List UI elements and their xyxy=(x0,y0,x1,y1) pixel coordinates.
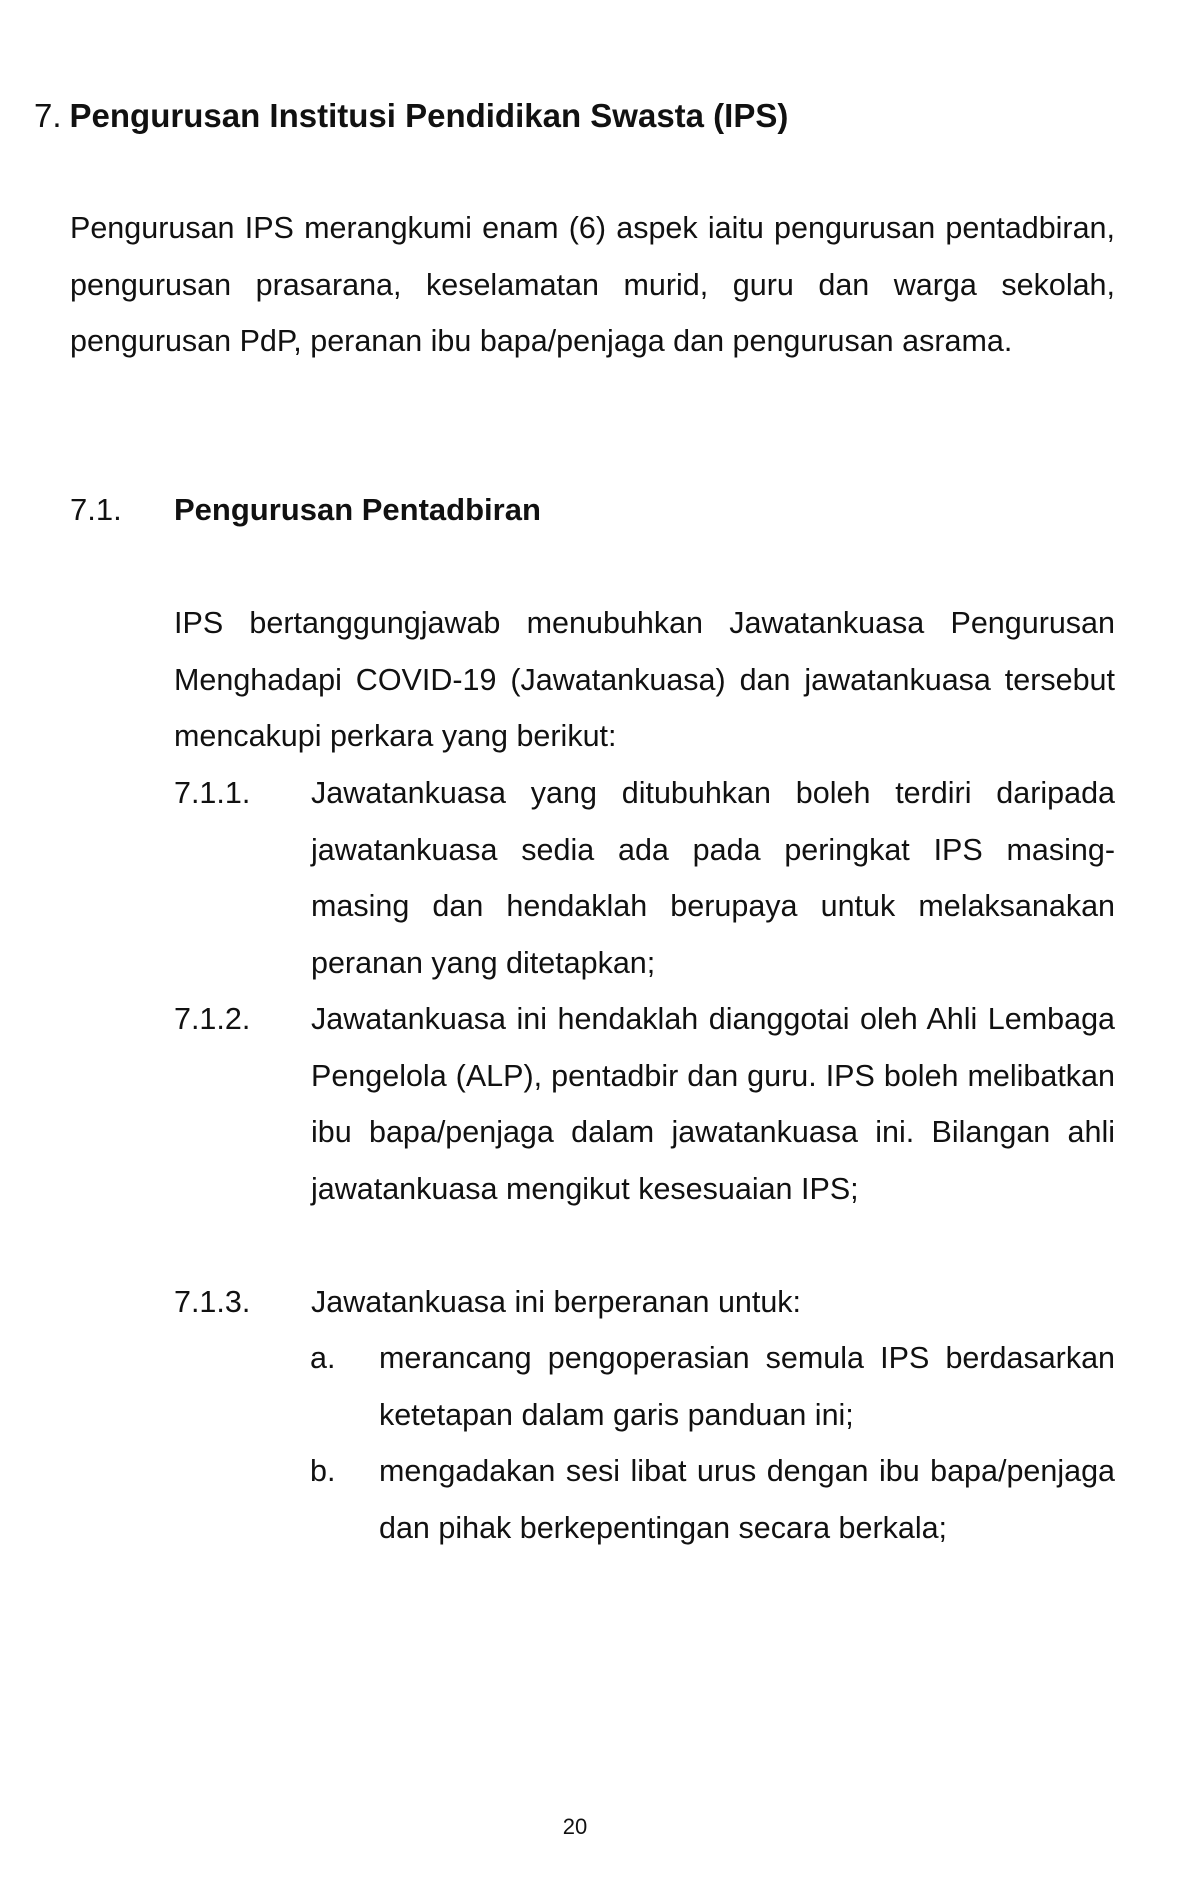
subsection-heading xyxy=(70,490,541,530)
list-item-number: 7.1.1. xyxy=(174,776,251,810)
sub-list-item-text: merancang pengoperasian semula IPS berdasarkan ketetapan dalam garis panduan ini; xyxy=(379,1341,1115,1432)
list-item-number: 7.1.2. xyxy=(174,1002,251,1036)
sub-list-item-text: mengadakan sesi libat urus dengan ibu bapa/penjaga dan pihak berkepentingan secara berkala; xyxy=(379,1454,1115,1545)
list-item xyxy=(174,991,1115,1217)
subsection-title: Pengurusan Pentadbiran xyxy=(174,492,541,527)
list-item-number: 7.1.3. xyxy=(174,1285,251,1319)
page-number: 20 xyxy=(562,1814,588,1839)
list-item xyxy=(174,1274,1115,1331)
list-item-text: Jawatankuasa ini berperanan untuk: xyxy=(311,1285,802,1319)
list-item-text: Jawatankuasa yang ditubuhkan boleh terdiri daripada jawatankuasa sedia ada pada peringkat IPS masing-masing dan hendaklah berupaya untuk melaksanakan peranan yang ditetapkan; xyxy=(311,776,1115,980)
sub-list-item-letter: b. xyxy=(310,1454,336,1488)
section-title: Pengurusan Institusi Pendidikan Swasta (IPS) xyxy=(69,97,789,134)
list-item xyxy=(174,765,1115,991)
section-intro-paragraph: Pengurusan IPS merangkumi enam (6) aspek iaitu pengurusan pentadbiran, pengurusan prasarana, keselamatan murid, guru dan warga sekolah, pengurusan PdP, peranan ibu bapa/penjaga dan pengurusan asrama. xyxy=(70,211,1115,358)
section-heading xyxy=(34,96,788,136)
list-item-text: Jawatankuasa ini hendaklah dianggotai oleh Ahli Lembaga Pengelola (ALP), pentadbir dan guru. IPS boleh melibatkan ibu bapa/penjaga dalam jawatankuasa ini. Bilangan ahli jawatankuasa mengikut kesesuaian IPS; xyxy=(311,1002,1115,1206)
sub-list-item xyxy=(310,1330,1115,1443)
section-number: 7. xyxy=(34,97,62,134)
subsection-number: 7.1. xyxy=(70,492,122,527)
subsection-intro-paragraph: IPS bertanggungjawab menubuhkan Jawatankuasa Pengurusan Menghadapi COVID-19 (Jawatankuasa) dan jawatankuasa tersebut mencakupi perkara yang berikut: xyxy=(174,606,1115,753)
sub-list-item xyxy=(310,1443,1115,1556)
sub-list-item-letter: a. xyxy=(310,1341,336,1375)
